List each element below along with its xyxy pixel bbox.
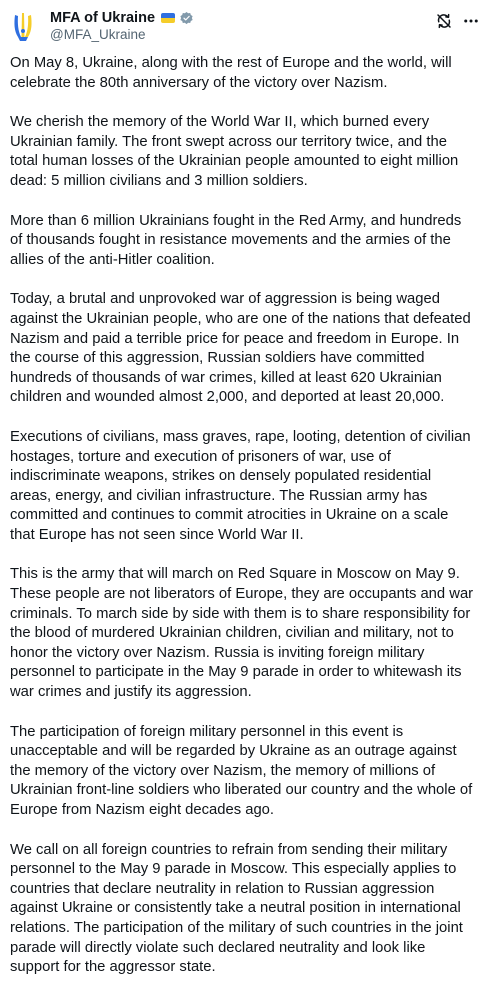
name-line — [50, 8, 194, 28]
account-handle[interactable]: @MFA_Ukraine — [50, 27, 146, 42]
ukraine-trident-icon — [10, 11, 36, 43]
post-paragraph: More than 6 million Ukrainians fought in the Red Army, and hundreds of thousands fought in resistance movements and the armies of the allies of the anti-Hitler coalition. — [10, 212, 462, 268]
more-options-button[interactable] — [460, 10, 482, 32]
post-paragraph: Executions of civilians, mass graves, rape, looting, detention of civilian hostages, torture and execution of prisoners of war, use of indiscriminate weapons, strikes on densely populated residential areas, energy, and civilian infrastructure. The Russian army has committed and continues to commit atrocities in Ukraine on a scale that Europe has not seen since World War II. — [10, 428, 471, 543]
translate-icon — [435, 12, 453, 30]
avatar[interactable] — [6, 10, 40, 44]
post-paragraph: This is the army that will march on Red Square in Moscow on May 9. These people are not liberators of Europe, they are occupants and war criminals. To march side by side with them is to share responsibility for the blood of murdered Ukrainian children, civilian and military, not to honor the victory over Nazism. Russia is inviting foreign military personnel to participate in the May 9 parade in order to whitewash its war crimes and justify its aggression. — [10, 566, 474, 701]
ukraine-flag-icon — [161, 13, 175, 23]
post-paragraph: The participation of foreign military personnel in this event is unacceptable and will be regarded by Ukraine as an outrage against the memory of the victory over Nazism, the memory of millions of Ukrainian front-line soldiers who liberated our country and the whole of Europe from Nazism eight decades ago. — [10, 723, 473, 818]
post-paragraph: On May 8, Ukraine, along with the rest of Europe and the world, will celebrate the 80th anniversary of the victory over Nazism. — [10, 55, 452, 91]
post-header — [0, 0, 485, 50]
verified-badge-icon[interactable] — [179, 11, 194, 26]
translate-button[interactable] — [433, 10, 455, 32]
post-paragraph: We call on all foreign countries to refrain from sending their military personnel to the May 9 parade in Moscow. This especially applies to countries that declare neutrality in relation to Russian aggression against Ukraine or consistently take a neutral position in international relations. The participation of the military of such countries in the joint parade will directly violate such declared neutrality and look like support for the aggressor state. — [10, 841, 463, 976]
post-paragraph: We cherish the memory of the World War II, which burned every Ukrainian family. The front swept across our territory twice, and the total human losses of the Ukrainian people amounted to eight million dead: 5 million civilians and 3 million soldiers. — [10, 114, 459, 189]
post-body — [10, 54, 476, 998]
more-options-icon — [462, 12, 480, 30]
post-paragraph: Today, a brutal and unprovoked war of aggression is being waged against the Ukrainian people, who are one of the nations that defeated Nazism and paid a terrible price for peace and freedom in Europe. In the course of this aggression, Russian soldiers have committed hundreds of thousands of war crimes, killed at least 620 Ukrainian children and wounded almost 2,000, and deported at least 20,000. — [10, 291, 471, 406]
display-name[interactable]: MFA of Ukraine — [50, 10, 156, 26]
